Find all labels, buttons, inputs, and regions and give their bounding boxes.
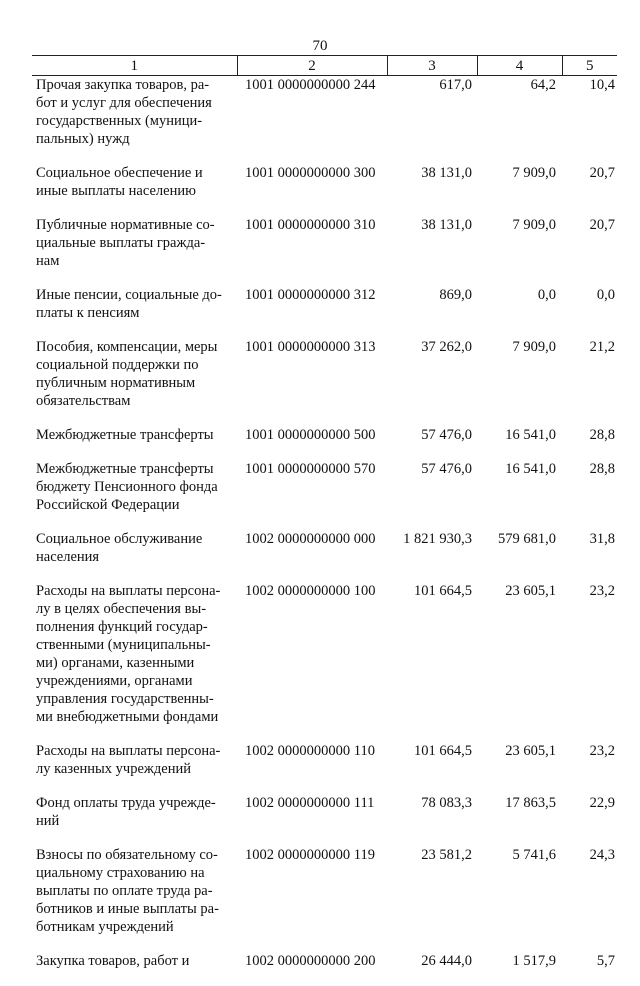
row-value-5: 10,4 <box>562 76 617 165</box>
row-name: Межбюджетные трансферты <box>32 426 237 460</box>
row-value-4: 17 863,5 <box>477 794 562 846</box>
row-value-4: 64,2 <box>477 76 562 165</box>
row-value-4: 16 541,0 <box>477 460 562 530</box>
row-value-4: 16 541,0 <box>477 426 562 460</box>
row-code: 1002 0000000000 000 <box>237 530 387 582</box>
row-code: 1001 0000000000 570 <box>237 460 387 530</box>
table-row <box>32 846 617 952</box>
table-row <box>32 164 617 216</box>
row-value-3: 38 131,0 <box>387 164 477 216</box>
table-body <box>32 76 617 986</box>
table-row <box>32 76 617 165</box>
row-value-3: 617,0 <box>387 76 477 165</box>
row-value-3: 78 083,3 <box>387 794 477 846</box>
row-value-3: 101 664,5 <box>387 582 477 742</box>
row-value-5: 28,8 <box>562 460 617 530</box>
row-code: 1002 0000000000 110 <box>237 742 387 794</box>
row-name: Закупка товаров, работ и <box>32 952 237 986</box>
page-number: 70 <box>0 37 640 55</box>
row-value-3: 57 476,0 <box>387 426 477 460</box>
table-row <box>32 460 617 530</box>
row-name: Социальное обслуживание населения <box>32 530 237 582</box>
table-row <box>32 952 617 986</box>
row-value-4: 23 605,1 <box>477 742 562 794</box>
row-value-4: 7 909,0 <box>477 338 562 426</box>
row-code: 1001 0000000000 310 <box>237 216 387 286</box>
row-name: Иные пенсии, социальные до- платы к пенсиям <box>32 286 237 338</box>
table-row <box>32 742 617 794</box>
table-row <box>32 582 617 742</box>
row-value-3: 869,0 <box>387 286 477 338</box>
row-code: 1001 0000000000 313 <box>237 338 387 426</box>
row-value-4: 579 681,0 <box>477 530 562 582</box>
row-value-5: 21,2 <box>562 338 617 426</box>
table-row <box>32 216 617 286</box>
table-row <box>32 338 617 426</box>
row-name: Фонд оплаты труда учрежде- ний <box>32 794 237 846</box>
row-value-4: 7 909,0 <box>477 216 562 286</box>
row-value-4: 0,0 <box>477 286 562 338</box>
row-name: Публичные нормативные со- циальные выплаты гражда- нам <box>32 216 237 286</box>
row-value-3: 37 262,0 <box>387 338 477 426</box>
table-row <box>32 794 617 846</box>
row-code: 1002 0000000000 119 <box>237 846 387 952</box>
column-header-2: 2 <box>237 56 387 76</box>
header-row <box>32 56 617 76</box>
row-name: Социальное обеспечение и иные выплаты населению <box>32 164 237 216</box>
row-code: 1002 0000000000 100 <box>237 582 387 742</box>
row-value-3: 101 664,5 <box>387 742 477 794</box>
row-value-5: 20,7 <box>562 164 617 216</box>
row-value-5: 20,7 <box>562 216 617 286</box>
row-code: 1001 0000000000 300 <box>237 164 387 216</box>
row-value-5: 23,2 <box>562 742 617 794</box>
row-value-4: 5 741,6 <box>477 846 562 952</box>
row-value-3: 26 444,0 <box>387 952 477 986</box>
column-header-3: 3 <box>387 56 477 76</box>
row-name: Прочая закупка товаров, ра- бот и услуг для обеспечения государственных (муници- пальных) нужд <box>32 76 237 165</box>
row-name: Расходы на выплаты персона- лу казенных учреждений <box>32 742 237 794</box>
row-value-5: 0,0 <box>562 286 617 338</box>
row-value-4: 7 909,0 <box>477 164 562 216</box>
row-name: Пособия, компенсации, меры социальной поддержки по публичным нормативным обязательствам <box>32 338 237 426</box>
row-name: Межбюджетные трансферты бюджету Пенсионного фонда Российской Федерации <box>32 460 237 530</box>
table-row <box>32 286 617 338</box>
row-value-3: 23 581,2 <box>387 846 477 952</box>
row-code: 1001 0000000000 244 <box>237 76 387 165</box>
row-value-5: 5,7 <box>562 952 617 986</box>
row-code: 1002 0000000000 200 <box>237 952 387 986</box>
row-value-5: 24,3 <box>562 846 617 952</box>
row-value-5: 28,8 <box>562 426 617 460</box>
column-header-4: 4 <box>477 56 562 76</box>
row-value-4: 23 605,1 <box>477 582 562 742</box>
row-value-5: 31,8 <box>562 530 617 582</box>
row-code: 1001 0000000000 312 <box>237 286 387 338</box>
row-value-3: 38 131,0 <box>387 216 477 286</box>
row-value-4: 1 517,9 <box>477 952 562 986</box>
row-name: Расходы на выплаты персона- лу в целях обеспечения вы- полнения функций государ- ственными (муниципальны- ми) органами, казенными учреждениями, органами управления государственны- ми внебюджетными фондами <box>32 582 237 742</box>
column-header-1: 1 <box>32 56 237 76</box>
budget-table <box>32 55 617 986</box>
column-header-5: 5 <box>562 56 617 76</box>
row-value-5: 23,2 <box>562 582 617 742</box>
row-value-3: 57 476,0 <box>387 460 477 530</box>
table-row <box>32 426 617 460</box>
row-code: 1001 0000000000 500 <box>237 426 387 460</box>
row-value-3: 1 821 930,3 <box>387 530 477 582</box>
row-value-5: 22,9 <box>562 794 617 846</box>
table-row <box>32 530 617 582</box>
row-code: 1002 0000000000 111 <box>237 794 387 846</box>
row-name: Взносы по обязательному со- циальному страхованию на выплаты по оплате труда ра- ботников и иные выплаты ра- ботникам учреждений <box>32 846 237 952</box>
